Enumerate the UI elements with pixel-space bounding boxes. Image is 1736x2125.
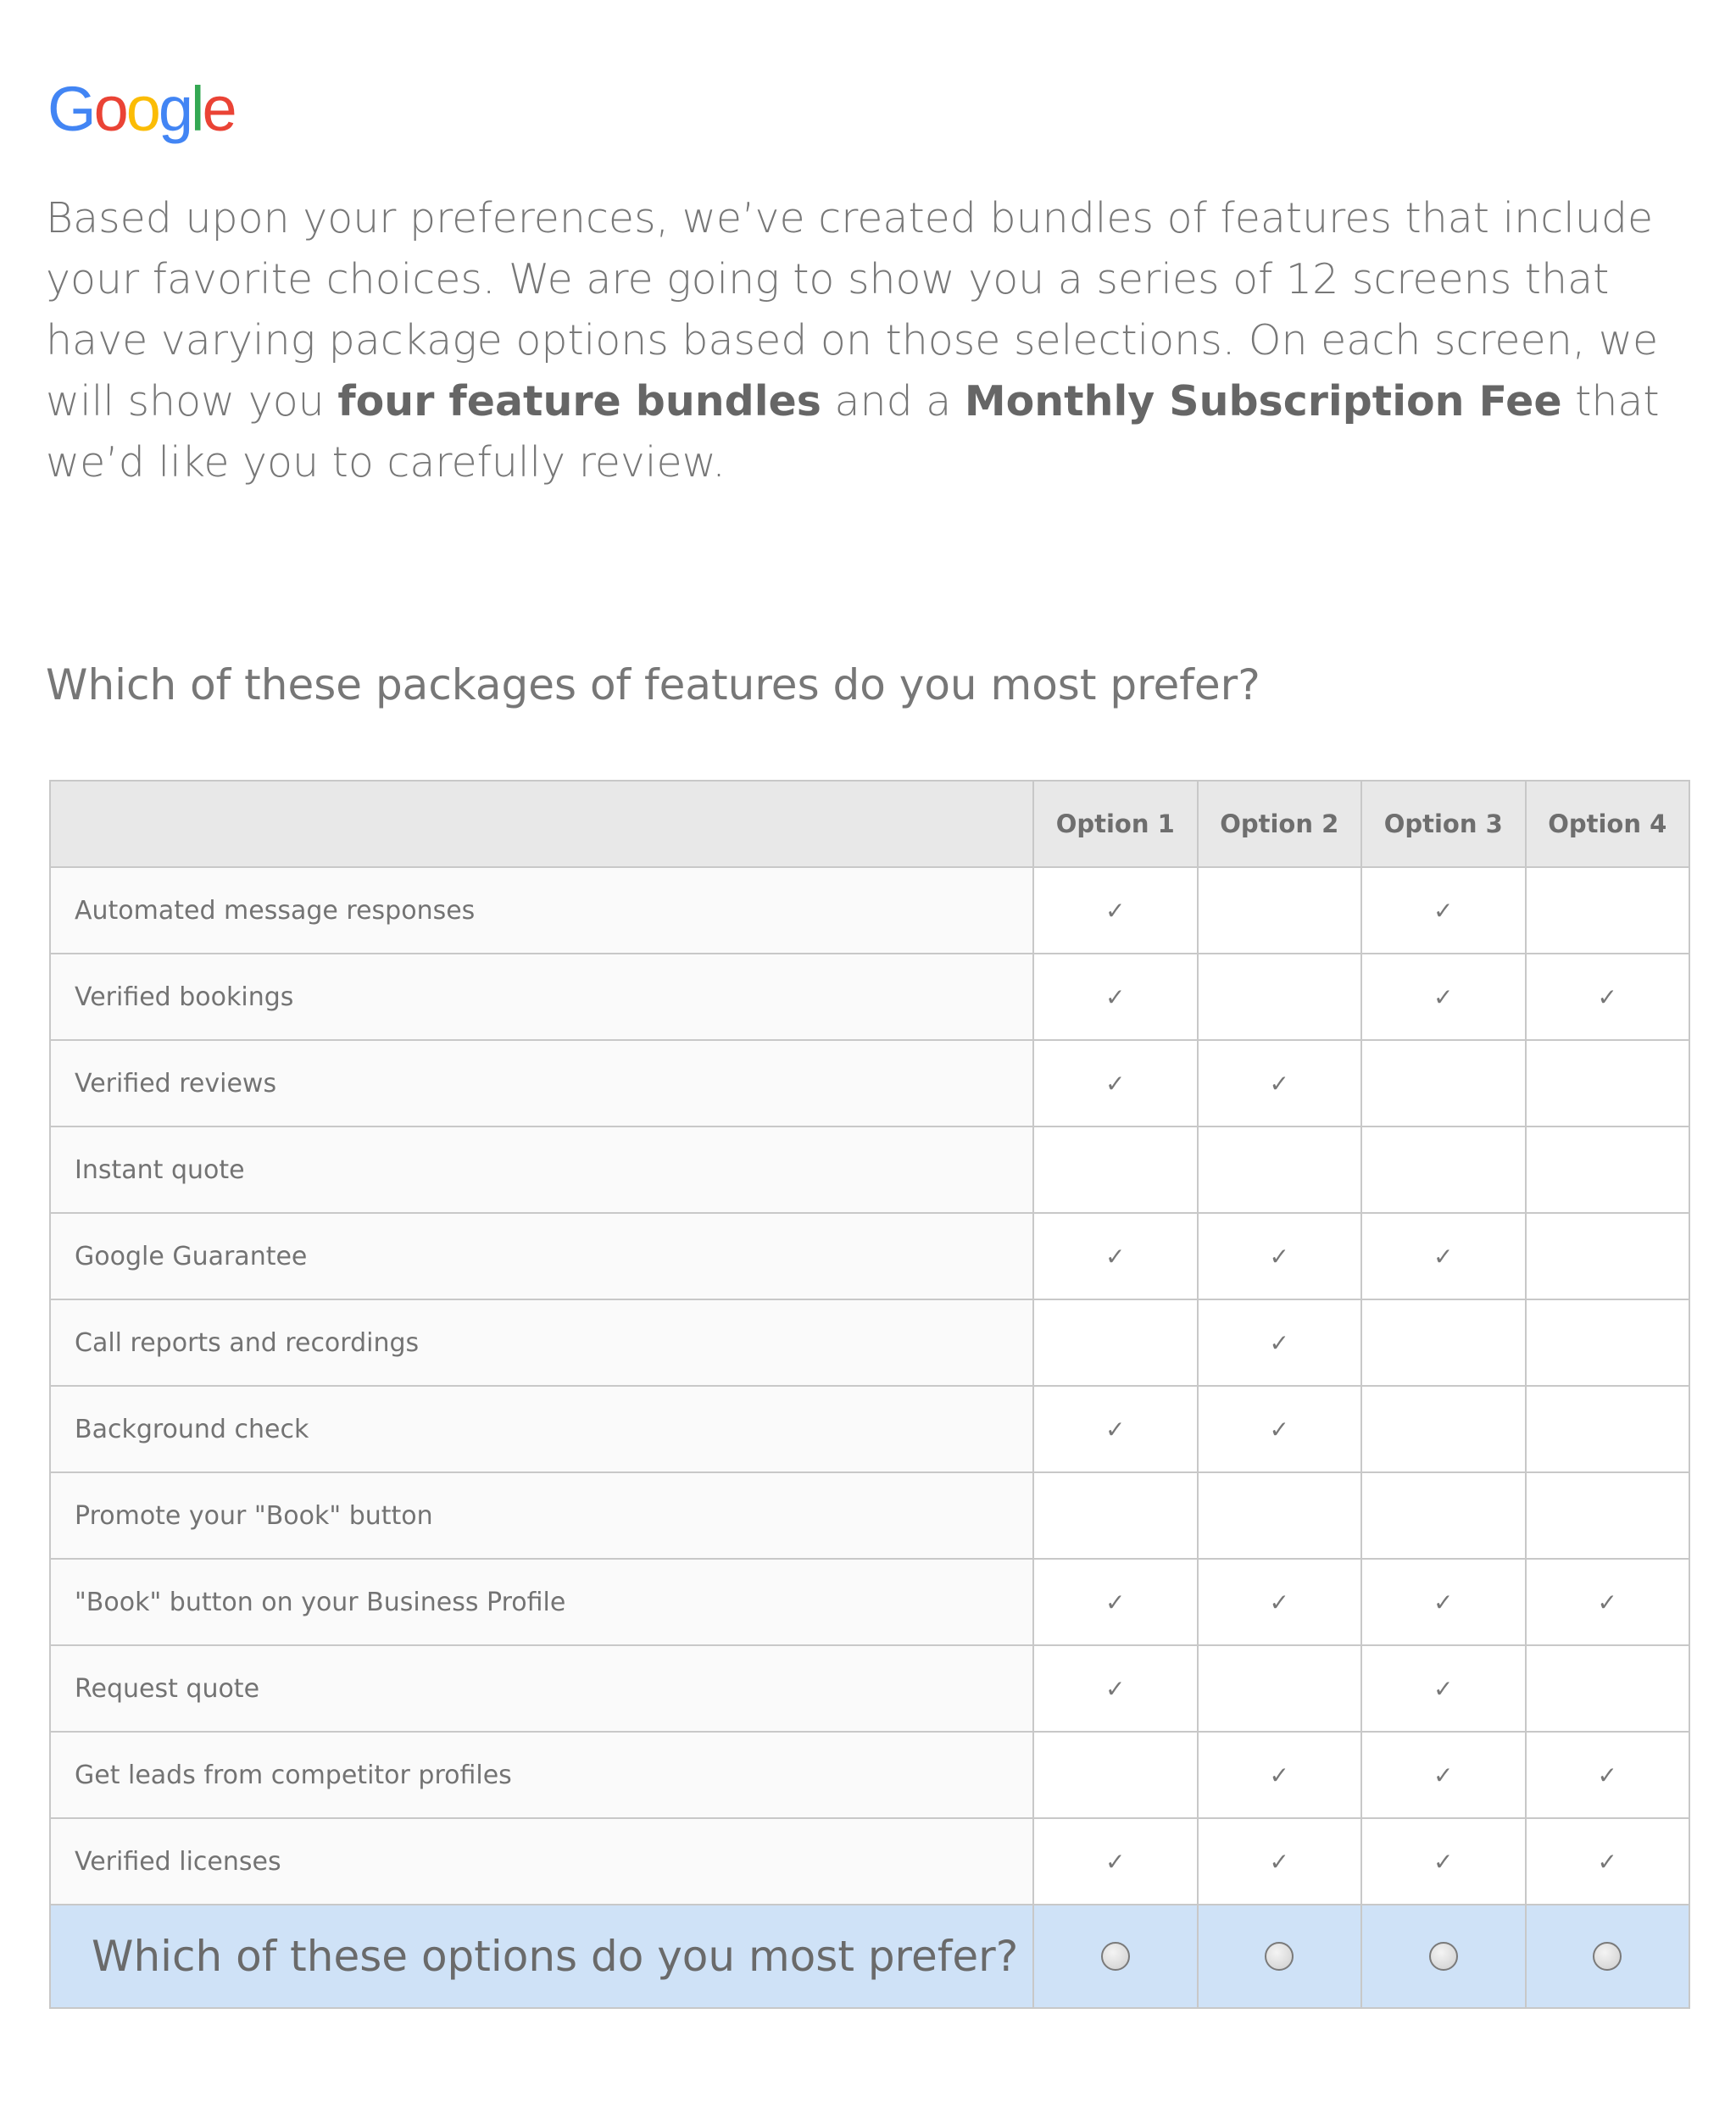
option-3-choice-cell: [1361, 1905, 1526, 2008]
option-2-choice-cell: [1198, 1905, 1362, 2008]
check-icon: ✓: [1105, 1242, 1126, 1271]
table-row: [50, 1472, 1689, 1559]
table-row: [50, 1732, 1689, 1818]
check-icon: ✓: [1269, 1761, 1289, 1789]
option-2-cell: [1198, 1386, 1362, 1472]
option-3-cell: [1361, 1559, 1526, 1645]
check-icon: ✓: [1269, 1847, 1289, 1876]
choice-question: Which of these options do you most prefer?: [50, 1905, 1033, 2008]
table-row: [50, 867, 1689, 954]
check-icon: ✓: [1269, 1242, 1289, 1271]
option-1-cell: [1033, 867, 1198, 954]
choice-row: [50, 1905, 1689, 2008]
check-icon: ✓: [1269, 1328, 1289, 1357]
option-4-header: Option 4: [1526, 781, 1690, 867]
option-3-cell: [1361, 867, 1526, 954]
feature-label: Request quote: [50, 1645, 1033, 1732]
intro-text: [46, 188, 1707, 493]
question-heading: Which of these packages of features do you most prefer?: [46, 660, 1260, 709]
option-1-cell: [1033, 1472, 1198, 1559]
option-3-cell: [1361, 1818, 1526, 1905]
option-3-radio[interactable]: [1429, 1942, 1458, 1971]
feature-label: Verified licenses: [50, 1818, 1033, 1905]
option-2-cell: [1198, 1559, 1362, 1645]
table-row: [50, 1386, 1689, 1472]
option-2-cell: [1198, 1299, 1362, 1386]
check-icon: ✓: [1105, 1674, 1126, 1703]
option-2-cell: [1198, 1126, 1362, 1213]
option-3-cell: [1361, 1299, 1526, 1386]
feature-label: Instant quote: [50, 1126, 1033, 1213]
option-4-choice-cell: [1526, 1905, 1690, 2008]
option-1-choice-cell: [1033, 1905, 1198, 2008]
option-4-cell: [1526, 1472, 1690, 1559]
option-1-cell: [1033, 1818, 1198, 1905]
option-3-cell: [1361, 1386, 1526, 1472]
option-2-cell: [1198, 954, 1362, 1040]
intro-part3: that we’d like you to carefully review.: [46, 377, 1660, 487]
option-4-cell: [1526, 1213, 1690, 1299]
option-4-cell: [1526, 1645, 1690, 1732]
check-icon: ✓: [1105, 1069, 1126, 1098]
option-3-cell: [1361, 1213, 1526, 1299]
option-1-cell: [1033, 1126, 1198, 1213]
check-icon: ✓: [1597, 1761, 1617, 1789]
check-icon: ✓: [1105, 1588, 1126, 1616]
check-icon: ✓: [1433, 896, 1454, 925]
option-4-cell: [1526, 1818, 1690, 1905]
feature-label: Google Guarantee: [50, 1213, 1033, 1299]
check-icon: ✓: [1433, 1588, 1454, 1616]
option-2-cell: [1198, 1040, 1362, 1126]
option-3-cell: [1361, 1645, 1526, 1732]
option-1-cell: [1033, 1386, 1198, 1472]
logo-letter: G: [47, 74, 94, 144]
option-4-cell: [1526, 954, 1690, 1040]
logo-letter: o: [125, 74, 159, 144]
table-row: [50, 954, 1689, 1040]
intro-bold-bundles: four feature bundles: [337, 377, 821, 426]
feature-label: "Book" button on your Business Profile: [50, 1559, 1033, 1645]
option-1-cell: [1033, 1559, 1198, 1645]
logo-letter: e: [202, 74, 235, 144]
check-icon: ✓: [1105, 1847, 1126, 1876]
option-1-cell: [1033, 954, 1198, 1040]
option-2-cell: [1198, 1213, 1362, 1299]
option-1-cell: [1033, 1040, 1198, 1126]
option-3-cell: [1361, 1732, 1526, 1818]
table-row: [50, 1040, 1689, 1126]
option-1-header: Option 1: [1033, 781, 1198, 867]
table-header-row: [50, 781, 1689, 867]
package-comparison-table: [49, 780, 1690, 2009]
check-icon: ✓: [1597, 1588, 1617, 1616]
check-icon: ✓: [1433, 1761, 1454, 1789]
feature-label: Background check: [50, 1386, 1033, 1472]
option-1-cell: [1033, 1645, 1198, 1732]
check-icon: ✓: [1105, 896, 1126, 925]
logo-letter: g: [158, 74, 192, 144]
option-2-header: Option 2: [1198, 781, 1362, 867]
option-2-cell: [1198, 1645, 1362, 1732]
option-4-cell: [1526, 1040, 1690, 1126]
intro-part2: and a: [821, 377, 965, 426]
option-2-cell: [1198, 867, 1362, 954]
feature-label: Call reports and recordings: [50, 1299, 1033, 1386]
check-icon: ✓: [1433, 982, 1454, 1011]
table-row: [50, 1818, 1689, 1905]
logo-letter: l: [191, 74, 203, 144]
check-icon: ✓: [1597, 982, 1617, 1011]
feature-label: Verified bookings: [50, 954, 1033, 1040]
check-icon: ✓: [1433, 1674, 1454, 1703]
feature-rows: [50, 867, 1689, 1905]
option-3-cell: [1361, 1472, 1526, 1559]
check-icon: ✓: [1433, 1242, 1454, 1271]
option-4-cell: [1526, 1299, 1690, 1386]
option-1-cell: [1033, 1299, 1198, 1386]
intro-part1: Based upon your preferences, we’ve created bundles of features that include your favorite choices. We are going to show you a series of 12 screens that have varying package options based on those selections. On each screen, we will show you: [46, 194, 1659, 426]
option-3-cell: [1361, 1040, 1526, 1126]
option-1-cell: [1033, 1732, 1198, 1818]
option-4-cell: [1526, 1732, 1690, 1818]
table-row: [50, 1213, 1689, 1299]
feature-label: Automated message responses: [50, 867, 1033, 954]
table-row: [50, 1299, 1689, 1386]
feature-label: Verified reviews: [50, 1040, 1033, 1126]
check-icon: ✓: [1269, 1069, 1289, 1098]
feature-column-header: [50, 781, 1033, 867]
check-icon: ✓: [1269, 1588, 1289, 1616]
option-2-radio[interactable]: [1265, 1942, 1294, 1971]
logo-letter: o: [93, 74, 126, 144]
option-1-radio[interactable]: [1101, 1942, 1130, 1971]
option-4-cell: [1526, 1126, 1690, 1213]
google-logo: [47, 74, 235, 144]
check-icon: ✓: [1105, 982, 1126, 1011]
option-1-cell: [1033, 1213, 1198, 1299]
feature-label: Promote your "Book" button: [50, 1472, 1033, 1559]
check-icon: ✓: [1269, 1415, 1289, 1444]
intro-bold-fee: Monthly Subscription Fee: [964, 377, 1562, 426]
feature-label: Get leads from competitor profiles: [50, 1732, 1033, 1818]
option-4-radio[interactable]: [1593, 1942, 1622, 1971]
option-3-cell: [1361, 1126, 1526, 1213]
option-3-header: Option 3: [1361, 781, 1526, 867]
option-4-cell: [1526, 1559, 1690, 1645]
option-2-cell: [1198, 1818, 1362, 1905]
table-row: [50, 1645, 1689, 1732]
option-2-cell: [1198, 1732, 1362, 1818]
option-3-cell: [1361, 954, 1526, 1040]
option-4-cell: [1526, 867, 1690, 954]
table-row: [50, 1126, 1689, 1213]
check-icon: ✓: [1597, 1847, 1617, 1876]
check-icon: ✓: [1105, 1415, 1126, 1444]
option-2-cell: [1198, 1472, 1362, 1559]
option-4-cell: [1526, 1386, 1690, 1472]
table-row: [50, 1559, 1689, 1645]
check-icon: ✓: [1433, 1847, 1454, 1876]
